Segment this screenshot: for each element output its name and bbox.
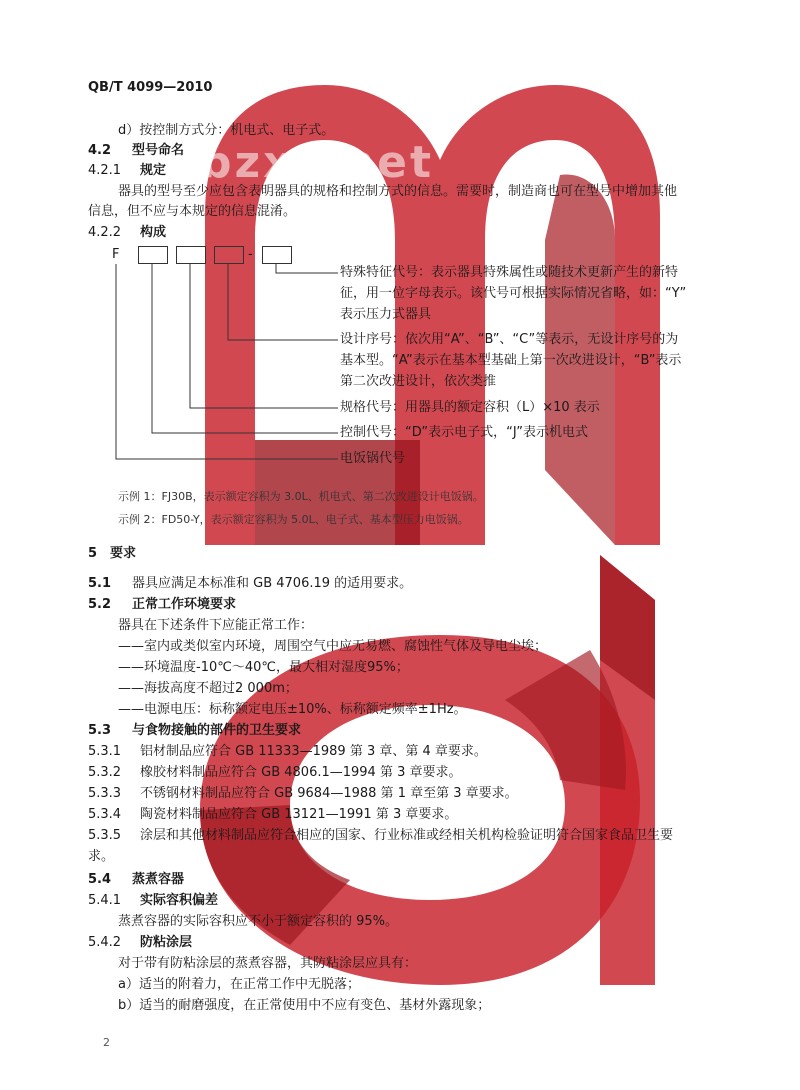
section-number: 5.4 <box>88 872 112 887</box>
section-title: 型号命名 <box>132 143 185 158</box>
section-5-3-5 <box>88 827 673 845</box>
section-number: 4.2 <box>88 143 112 158</box>
section-5-4-1-heading <box>88 892 218 910</box>
label-design-2: 基本型。“A”表示在基本型基础上第一次改进设计，“B”表示 <box>340 353 682 368</box>
section-title: 与食物接触的部件的卫生要求 <box>132 723 302 738</box>
paragraph-line: 信息，但不应与本规定的信息混淆。 <box>88 204 297 219</box>
section-title: 实际容积偏差 <box>140 893 219 908</box>
paragraph-line: 对于带有防粘涂层的蒸煮容器，其防粘涂层应具有： <box>118 956 418 971</box>
section-title: 防粘涂层 <box>140 935 193 950</box>
section-number: 5.1 <box>88 576 112 591</box>
section-5-4-2-heading <box>88 934 192 952</box>
page-number: 2 <box>103 1036 110 1049</box>
section-5-2-heading <box>88 596 236 614</box>
section-text: 器具应满足本标准和 GB 4706.19 的适用要求。 <box>132 576 413 591</box>
list-item: ——海拔高度不超过2 000m； <box>118 681 298 696</box>
section-title: 正常工作环境要求 <box>132 597 237 612</box>
label-design-3: 第二次改进设计，依次类推 <box>340 374 497 389</box>
section-number: 5.3.3 <box>88 786 122 801</box>
list-item: ——电源电压：标称额定电压±10%、标称额定频率±1Hz。 <box>118 702 467 717</box>
paragraph-line: 蒸煮容器的实际容积应不小于额定容积的 95%。 <box>118 914 399 929</box>
section-text: 陶瓷材料制品应符合 GB 13121—1991 第 3 章要求。 <box>140 807 458 822</box>
section-text: 铝材制品应符合 GB 11333—1989 第 3 章、第 4 章要求。 <box>140 744 487 759</box>
section-number: 5.4.2 <box>88 935 122 950</box>
section-number: 5.2 <box>88 597 112 612</box>
label-rice-cooker: 电饭锅代号 <box>340 451 406 466</box>
section-5-3-2 <box>88 764 462 782</box>
label-design-1: 设计序号：依次用“A”、“B”、“C”等表示，无设计序号的为 <box>340 332 679 347</box>
item-d: d）按控制方式分：机电式、电子式。 <box>118 123 335 138</box>
section-text: 涂层和其他材料制品应符合相应的国家、行业标准或经相关机构检验证明符合国家食品卫生要 <box>140 828 674 843</box>
prefix-letter: F <box>112 247 120 262</box>
label-feature-1: 特殊特征代号：表示器具特殊属性或随技术更新产生的新特 <box>340 265 679 280</box>
section-number: 5.3.5 <box>88 828 122 843</box>
section-text: 不锈钢材料制品应符合 GB 9684—1988 第 1 章至第 3 章要求。 <box>140 786 518 801</box>
section-number: 5.3 <box>88 723 112 738</box>
section-5-3-4 <box>88 806 457 824</box>
section-title: 蒸煮容器 <box>132 872 185 887</box>
section-5-3-1 <box>88 743 487 761</box>
list-item: ——室内或类似室内环境，周围空气中应无易燃、腐蚀性气体及导电尘埃； <box>118 639 548 654</box>
document-header: QB/T 4099—2010 <box>88 80 213 95</box>
example-1: 示例 1：FJ30B，表示额定容积为 3.0L、机电式、第二次改进设计电饭锅。 <box>118 490 484 503</box>
list-item: a）适当的附着力，在正常工作中无脱落； <box>118 977 360 992</box>
section-5-3-3 <box>88 785 518 803</box>
section-number: 4.2.1 <box>88 163 122 178</box>
label-feature-2: 征，用一位字母表示。该代号可根据实际情况省略，如：“Y” <box>340 286 687 301</box>
section-number: 5.3.1 <box>88 744 122 759</box>
dash: - <box>248 247 253 262</box>
paragraph-line: 器具的型号至少应包含表明器具的规格和控制方式的信息。需要时，制造商也可在型号中增加其他 <box>118 184 678 199</box>
label-feature-3: 表示压力式器具 <box>340 307 432 322</box>
section-5-4-heading <box>88 871 184 889</box>
list-item: ——环境温度-10℃～40℃，最大相对湿度95%； <box>118 660 409 675</box>
watermark-text: bzxz.net <box>200 137 435 188</box>
section-number: 5 <box>88 546 98 561</box>
section-number: 5.3.2 <box>88 765 122 780</box>
label-control: 控制代号：“D”表示电子式，“J”表示机电式 <box>340 425 589 440</box>
section-number: 4.2.2 <box>88 225 122 240</box>
section-text: 橡胶材料制品应符合 GB 4806.1—1994 第 3 章要求。 <box>140 765 462 780</box>
label-spec: 规格代号：用器具的额定容积（L）×10 表示 <box>340 400 600 415</box>
section-title: 规定 <box>140 163 167 178</box>
paragraph-line: 求。 <box>88 849 115 864</box>
section-number: 5.4.1 <box>88 893 122 908</box>
section-title: 构成 <box>140 225 167 240</box>
section-5-1 <box>88 575 412 593</box>
section-5-heading <box>88 545 136 563</box>
list-item: b）适当的耐磨强度，在正常使用中不应有变色、基材外露现象； <box>118 998 491 1013</box>
section-5-3-heading <box>88 722 301 740</box>
example-2: 示例 2：FD50-Y，表示额定容积为 5.0L、电子式、基本型压力电饭锅。 <box>118 513 469 526</box>
section-number: 5.3.4 <box>88 807 122 822</box>
section-title: 要求 <box>110 546 137 561</box>
paragraph-line: 器具在下述条件下应能正常工作： <box>118 618 314 633</box>
